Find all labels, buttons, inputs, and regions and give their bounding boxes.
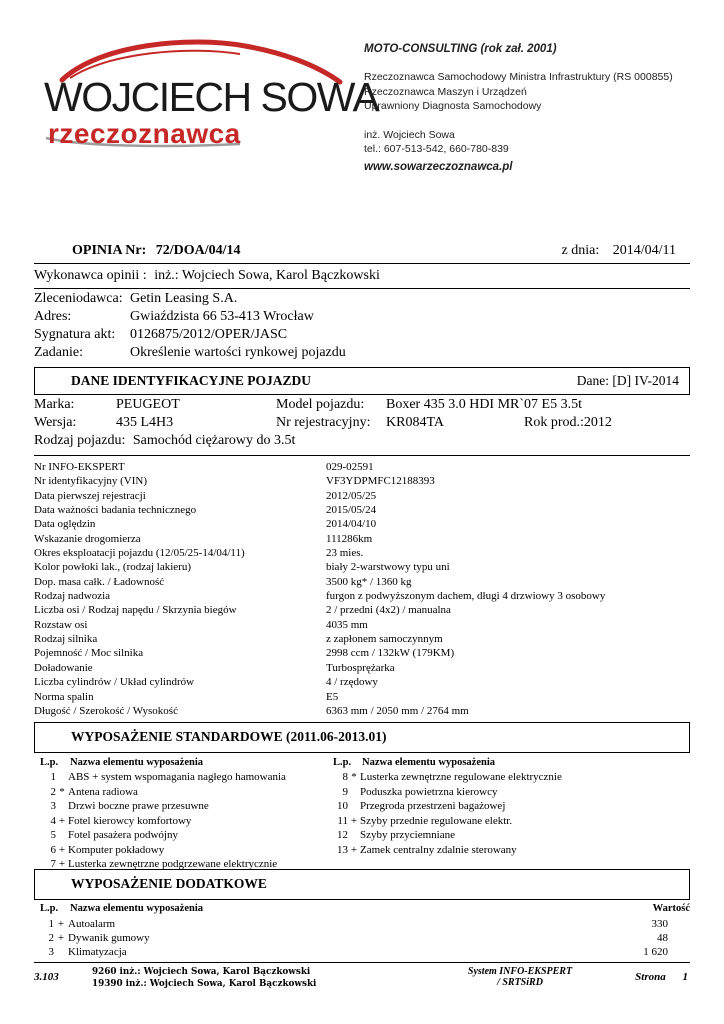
- item-marker: +: [57, 918, 65, 930]
- spec-row: [34, 675, 690, 689]
- spec-key: Długość / Szerokość / Wysokość: [34, 704, 178, 717]
- list-item: [34, 931, 668, 945]
- spec-row: [34, 532, 690, 546]
- model-label: Model pojazdu:: [276, 397, 365, 412]
- item-marker: [56, 770, 68, 785]
- opinion-date-value: 2014/04/11: [612, 243, 676, 258]
- standard-col-lp: L.p.: [333, 757, 352, 768]
- footer-system: [452, 966, 588, 988]
- item-name: Lusterka zewnętrzne podgrzewane elektrycznie: [68, 858, 278, 870]
- spec-row: [34, 503, 690, 517]
- item-name: Fotel pasażera podwójny: [68, 829, 178, 841]
- list-item: [34, 945, 668, 959]
- spec-row: [34, 589, 690, 603]
- item-number: 13: [337, 843, 348, 856]
- spec-row: [34, 474, 690, 488]
- item-name: Przegroda przestrzeni bagażowej: [360, 800, 506, 812]
- list-item: [326, 843, 562, 858]
- item-value: 330: [651, 918, 668, 930]
- item-name: Dywanik gumowy: [68, 932, 150, 944]
- item-value: 1 620: [643, 946, 668, 958]
- item-number: 9: [342, 785, 348, 798]
- item-number: 1: [48, 918, 54, 930]
- spec-key: Kolor powłoki lak., (rodzaj lakieru): [34, 561, 192, 574]
- item-marker: [348, 785, 360, 800]
- spec-value: furgon z podwyższonym dachem, długi 4 drzwiowy 3 osobowy: [326, 590, 606, 603]
- spec-row: [34, 618, 690, 632]
- item-name: Lusterka zewnętrzne regulowane elektrycznie: [360, 771, 562, 783]
- spec-key: Liczba osi / Rodzaj napędu / Skrzynia biegów: [34, 604, 237, 617]
- page-label: Strona: [635, 971, 666, 983]
- item-marker: +: [58, 843, 66, 856]
- item-marker: *: [59, 785, 65, 798]
- item-marker: [348, 799, 360, 814]
- spec-key: Wskazanie drogomierza: [34, 532, 141, 545]
- spec-key: Pojemność / Moc silnika: [34, 647, 144, 660]
- company-info: [364, 42, 704, 175]
- spec-row: [34, 603, 690, 617]
- footer-authors: [92, 966, 316, 990]
- spec-row: [34, 489, 690, 503]
- opinion-number: [72, 243, 241, 259]
- additional-col-name: Nazwa elementu wyposażenia: [70, 903, 203, 914]
- vehicle-type-row: [34, 433, 295, 449]
- page-number: [635, 971, 688, 983]
- list-item: [326, 828, 562, 843]
- vehicle-section-header: [34, 367, 690, 395]
- executor: [34, 268, 380, 284]
- list-item: [34, 843, 286, 858]
- vehicle-specs: [34, 460, 690, 718]
- additional-col-value: Wartość: [652, 903, 690, 914]
- footer-system-line: / SRTSiRD: [497, 977, 543, 988]
- client-row: [34, 291, 237, 307]
- client-value: Gwiaździsta 66 53-413 Wrocław: [130, 309, 314, 324]
- type-label: Rodzaj pojazdu:: [34, 433, 126, 448]
- item-marker: [348, 828, 360, 843]
- spec-row: [34, 661, 690, 675]
- company-phone: tel.: 607-513-542, 660-780-839: [364, 143, 509, 156]
- logo-name: WOJCIECH SOWA: [44, 74, 379, 120]
- item-number: 3: [48, 946, 54, 958]
- item-number: 5: [50, 829, 56, 841]
- additional-equipment-title: WYPOSAŻENIE DODATKOWE: [71, 876, 267, 891]
- item-number: 11: [337, 814, 348, 827]
- executor-label: Wykonawca opinii :: [34, 268, 147, 283]
- client-label: Sygnatura akt:: [34, 327, 116, 342]
- spec-value: Turbosprężarka: [326, 661, 395, 674]
- spec-value: E5: [326, 690, 339, 703]
- spec-key: Norma spalin: [34, 690, 94, 703]
- spec-key: Nr INFO-EKSPERT: [34, 461, 125, 473]
- vehicle-section-title: DANE IDENTYFIKACYJNE POJAZDU: [71, 373, 312, 388]
- letterhead: [40, 30, 700, 180]
- additional-equipment-list: [34, 917, 668, 959]
- company-line: Rzeczoznawca Samochodowy Ministra Infrastruktury (RS 000855): [364, 71, 673, 84]
- item-marker: [56, 799, 68, 814]
- spec-value: z zapłonem samoczynnym: [326, 633, 443, 646]
- company-line: Uprawniony Diagnosta Samochodowy: [364, 100, 542, 113]
- vehicle-reg-row: [276, 415, 444, 431]
- spec-key: Rozstaw osi: [34, 618, 88, 631]
- footer-author-line: 19390 inż.: Wojciech Sowa, Karol Bączkowski: [92, 979, 317, 989]
- item-number: 1: [50, 771, 56, 783]
- spec-row: [34, 632, 690, 646]
- page-footer: [34, 962, 690, 1002]
- item-name: Komputer pokładowy: [68, 843, 165, 856]
- spec-value: 111286km: [326, 532, 373, 545]
- item-number: 10: [337, 800, 348, 812]
- standard-col-lp: L.p.: [40, 757, 59, 768]
- spec-key: Rodzaj nadwozia: [34, 590, 111, 603]
- standard-col-name: Nazwa elementu wyposażenia: [362, 757, 495, 768]
- item-marker: +: [57, 932, 65, 944]
- item-name: Poduszka powietrzna kierowcy: [360, 785, 498, 798]
- year-value: 2012: [583, 415, 612, 430]
- item-name: Szyby przednie regulowane elektr.: [360, 814, 513, 827]
- footer-code: 3.103: [34, 971, 59, 983]
- list-item: [326, 814, 562, 829]
- spec-value: 4 / rzędowy: [326, 676, 378, 689]
- company-line: Rzeczoznawca Maszyn i Urządzeń: [364, 85, 527, 98]
- spec-value: 2012/05/25: [326, 489, 377, 502]
- client-value: Określenie wartości rynkowej pojazdu: [130, 345, 346, 360]
- additional-equipment-header: [34, 869, 690, 900]
- company-name: MOTO-CONSULTING (rok zał. 2001): [364, 43, 557, 55]
- spec-key: Doładowanie: [34, 661, 93, 674]
- vehicle-model-row: [276, 397, 582, 413]
- spec-row: [34, 690, 690, 704]
- standard-equipment-header: [34, 722, 690, 753]
- spec-row: [34, 646, 690, 660]
- item-name: Szyby przyciemniane: [360, 829, 455, 841]
- item-marker: *: [351, 771, 357, 783]
- divider: [34, 288, 690, 289]
- footer-author-line: 9260 inż.: Wojciech Sowa, Karol Bączkowski: [92, 967, 311, 977]
- item-number: 2: [48, 932, 54, 944]
- opinion-date: [562, 243, 676, 259]
- spec-value: 3500 kg* / 1360 kg: [326, 575, 412, 588]
- client-label: Adres:: [34, 309, 72, 324]
- item-name: Autoalarm: [68, 918, 116, 930]
- reg-label: Nr rejestracyjny:: [276, 415, 371, 430]
- spec-row: [34, 575, 690, 589]
- version-label: Wersja:: [34, 415, 77, 430]
- standard-col-name: Nazwa elementu wyposażenia: [70, 757, 203, 768]
- item-name: Antena radiowa: [68, 785, 138, 798]
- client-row: [34, 309, 314, 325]
- item-name: Fotel kierowcy komfortowy: [68, 814, 192, 827]
- spec-key: Liczba cylindrów / Układ cylindrów: [34, 676, 195, 689]
- list-item: [34, 770, 286, 785]
- opinion-number-label: OPINIA Nr:: [72, 243, 147, 258]
- item-number: 7: [50, 858, 56, 870]
- item-name: Klimatyzacja: [68, 946, 127, 958]
- list-item: [34, 799, 286, 814]
- additional-col-lp: L.p.: [40, 903, 59, 914]
- spec-row: [34, 460, 690, 474]
- spec-key: Rodzaj silnika: [34, 633, 98, 646]
- make-label: Marka:: [34, 397, 75, 412]
- client-row: [34, 345, 346, 361]
- logo-subtitle: rzeczoznawca: [48, 118, 241, 149]
- reg-value: KR084TA: [386, 415, 444, 430]
- version-value: 435 L4H3: [116, 415, 174, 430]
- item-marker: +: [350, 814, 358, 827]
- item-number: 4: [50, 814, 56, 827]
- type-value: Samochód ciężarowy do 3.5t: [132, 433, 296, 448]
- vehicle-year-row: [524, 415, 612, 431]
- year-label: Rok prod.:: [524, 415, 584, 430]
- spec-key: Nr identyfikacyjny (VIN): [34, 475, 148, 488]
- spec-key: Okres eksploatacji pojazdu (12/05/25-14/04/11): [34, 547, 245, 560]
- model-value: Boxer 435 3.0 HDI MR`07 E5 3.5t: [386, 397, 582, 412]
- spec-value: VF3YDPMFC12188393: [326, 475, 435, 488]
- spec-value: 029-02591: [326, 461, 374, 473]
- spec-value: biały 2-warstwowy typu uni: [326, 561, 450, 574]
- item-number: 2: [50, 785, 56, 798]
- spec-key: Dop. masa całk. / Ładowność: [34, 575, 165, 588]
- item-value: 48: [657, 932, 668, 944]
- client-label: Zleceniodawca:: [34, 291, 123, 306]
- item-number: 3: [50, 800, 56, 812]
- spec-key: Data ważności badania technicznego: [34, 504, 197, 517]
- vehicle-make-row: [34, 397, 180, 413]
- spec-row: [34, 704, 690, 718]
- list-item: [326, 785, 562, 800]
- item-marker: +: [58, 814, 66, 827]
- spec-value: 2998 ccm / 132kW (179KM): [326, 647, 455, 660]
- item-marker: [54, 945, 68, 959]
- opinion-date-label: z dnia:: [561, 243, 600, 258]
- list-item: [326, 799, 562, 814]
- item-name: Zamek centralny zdalnie sterowany: [360, 843, 517, 856]
- company-person: inż. Wojciech Sowa: [364, 128, 455, 141]
- item-number: 6: [50, 843, 56, 856]
- item-number: 12: [337, 829, 348, 841]
- list-item: [34, 828, 286, 843]
- spec-key: Data oględzin: [34, 518, 96, 531]
- client-value: 0126875/2012/OPER/JASC: [130, 327, 288, 342]
- make-value: PEUGEOT: [116, 397, 180, 412]
- standard-equipment-title: WYPOSAŻENIE STANDARDOWE (2011.06-2013.01): [71, 729, 387, 744]
- spec-value: 2 / przedni (4x2) / manualna: [326, 604, 451, 617]
- divider: [34, 263, 690, 264]
- spec-value: 4035 mm: [326, 618, 368, 631]
- item-marker: [56, 828, 68, 843]
- spec-value: 2014/04/10: [326, 518, 377, 531]
- company-website: www.sowarzeczoznawca.pl: [364, 161, 513, 174]
- spec-value: 6363 mm / 2050 mm / 2764 mm: [326, 704, 469, 717]
- item-name: ABS + system wspomagania nagłego hamowania: [68, 771, 286, 783]
- standard-equipment-left: [34, 770, 286, 872]
- footer-system-line: System INFO-EKSPERT: [467, 966, 573, 977]
- list-item: [326, 770, 562, 785]
- list-item: [34, 917, 668, 931]
- spec-value: 23 mies.: [326, 547, 364, 560]
- spec-value: 2015/05/24: [326, 504, 377, 517]
- divider: [34, 455, 690, 456]
- spec-row: [34, 546, 690, 560]
- vehicle-data-source: Dane: [D] IV-2014: [576, 373, 679, 388]
- standard-equipment-right: [326, 770, 562, 857]
- item-marker: +: [350, 843, 358, 856]
- item-number: 8: [342, 771, 348, 783]
- executor-value: inż.: Wojciech Sowa, Karol Bączkowski: [154, 268, 380, 283]
- company-logo: [40, 30, 379, 170]
- item-marker: +: [58, 858, 66, 870]
- opinion-number-value: 72/DOA/04/14: [155, 243, 241, 258]
- list-item: [34, 785, 286, 800]
- spec-key: Data pierwszej rejestracji: [34, 489, 146, 502]
- item-name: Drzwi boczne prawe przesuwne: [68, 800, 209, 812]
- list-item: [34, 814, 286, 829]
- client-value: Getin Leasing S.A.: [130, 291, 238, 306]
- spec-row: [34, 560, 690, 574]
- vehicle-version-row: [34, 415, 173, 431]
- client-label: Zadanie:: [34, 345, 83, 360]
- page-value: 1: [682, 971, 688, 983]
- client-row: [34, 327, 287, 343]
- spec-row: [34, 517, 690, 531]
